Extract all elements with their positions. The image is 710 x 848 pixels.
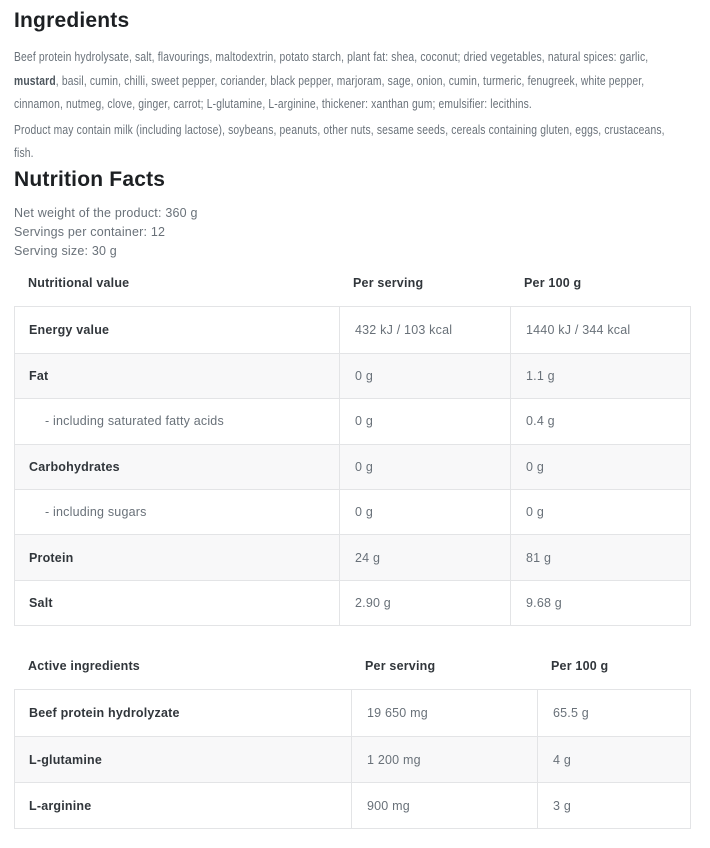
- nutritional-value-table-header: [14, 267, 691, 306]
- column-header-per-serving: Per serving: [353, 276, 424, 291]
- per-100g-value: 1.1 g: [510, 354, 690, 398]
- row-label: - including saturated fatty acids: [45, 414, 224, 429]
- per-serving-value: 0 g: [339, 399, 510, 443]
- ingredients-section: [14, 8, 691, 165]
- row-label: L-glutamine: [29, 752, 103, 767]
- nutrition-facts-section: [14, 167, 691, 829]
- per-serving-value: 1 200 mg: [351, 737, 537, 782]
- ingredients-composition-paragraph: [14, 45, 680, 116]
- row-label: Protein: [29, 550, 74, 565]
- per-100g-value: 0 g: [510, 445, 690, 489]
- table-row: [15, 580, 690, 625]
- net-weight-line: Net weight of the product: 360 g: [14, 205, 198, 220]
- per-serving-value: 2.90 g: [339, 581, 510, 625]
- ingredients-composition-text: Beef protein hydrolysate, salt, flavourings, maltodextrin, potato starch, plant fat: shea, coconut; dried vegetables, natural spices: garlic,: [14, 49, 649, 64]
- per-100g-value: 4 g: [537, 737, 690, 782]
- per-100g-value: 1440 kJ / 344 kcal: [510, 307, 690, 352]
- ingredients-text-block: [14, 45, 680, 165]
- column-header-nutritional-value: Nutritional value: [28, 276, 130, 291]
- row-label: L-arginine: [29, 798, 92, 813]
- serving-info: [14, 204, 691, 260]
- ingredients-heading: Ingredients: [14, 9, 130, 32]
- row-label: - including sugars: [45, 505, 147, 520]
- per-100g-value: 65.5 g: [537, 690, 690, 736]
- row-label: Fat: [29, 368, 49, 383]
- per-100g-value: 0.4 g: [510, 399, 690, 443]
- table-row: [15, 307, 690, 352]
- allergen-mustard-emphasis: mustard: [14, 72, 56, 88]
- per-serving-value: 0 g: [339, 445, 510, 489]
- column-header-per-serving: Per serving: [365, 659, 436, 674]
- table-row: [15, 489, 690, 534]
- per-serving-value: 0 g: [339, 354, 510, 398]
- per-100g-value: 0 g: [510, 490, 690, 534]
- servings-per-container-line: Servings per container: 12: [14, 224, 166, 239]
- ingredients-composition-text-continued: , basil, cumin, chilli, sweet pepper, coriander, black pepper, marjoram, sage, onion, cumin, turmeric, fenugreek, white pepper, cinnamon, nutmeg, clove, ginger, carrot; L-glutamine, L-arginine, thickener: xanthan gum; emulsifier: lecithins.: [14, 72, 645, 112]
- column-header-per-100g: Per 100 g: [524, 276, 582, 291]
- table-row: [15, 398, 690, 443]
- per-100g-value: 81 g: [510, 535, 690, 579]
- row-label: Carbohydrates: [29, 459, 120, 474]
- per-serving-value: 0 g: [339, 490, 510, 534]
- per-serving-value: 19 650 mg: [351, 690, 537, 736]
- table-row: [15, 353, 690, 398]
- per-serving-value: 432 kJ / 103 kcal: [339, 307, 510, 352]
- per-100g-value: 3 g: [537, 783, 690, 828]
- table-row: [15, 534, 690, 579]
- table-row: [15, 690, 690, 736]
- table-row: [15, 444, 690, 489]
- per-100g-value: 9.68 g: [510, 581, 690, 625]
- per-serving-value: 900 mg: [351, 783, 537, 828]
- column-header-per-100g: Per 100 g: [551, 659, 609, 674]
- nutrition-facts-heading: Nutrition Facts: [14, 167, 166, 191]
- serving-size-line: Serving size: 30 g: [14, 243, 117, 258]
- active-ingredients-table: [14, 689, 691, 829]
- nutritional-value-table: [14, 306, 691, 626]
- per-serving-value: 24 g: [339, 535, 510, 579]
- table-row: [15, 782, 690, 828]
- allergen-notice-paragraph: Product may contain milk (including lactose), soybeans, peanuts, other nuts, sesame seeds, cereals containing gluten, eggs, crustaceans, fish.: [14, 121, 665, 161]
- row-label: Beef protein hydrolyzate: [29, 706, 180, 721]
- active-ingredients-table-header: [14, 650, 691, 689]
- column-header-active-ingredients: Active ingredients: [28, 659, 140, 674]
- table-row: [15, 736, 690, 782]
- row-label: Energy value: [29, 323, 110, 338]
- row-label: Salt: [29, 595, 53, 610]
